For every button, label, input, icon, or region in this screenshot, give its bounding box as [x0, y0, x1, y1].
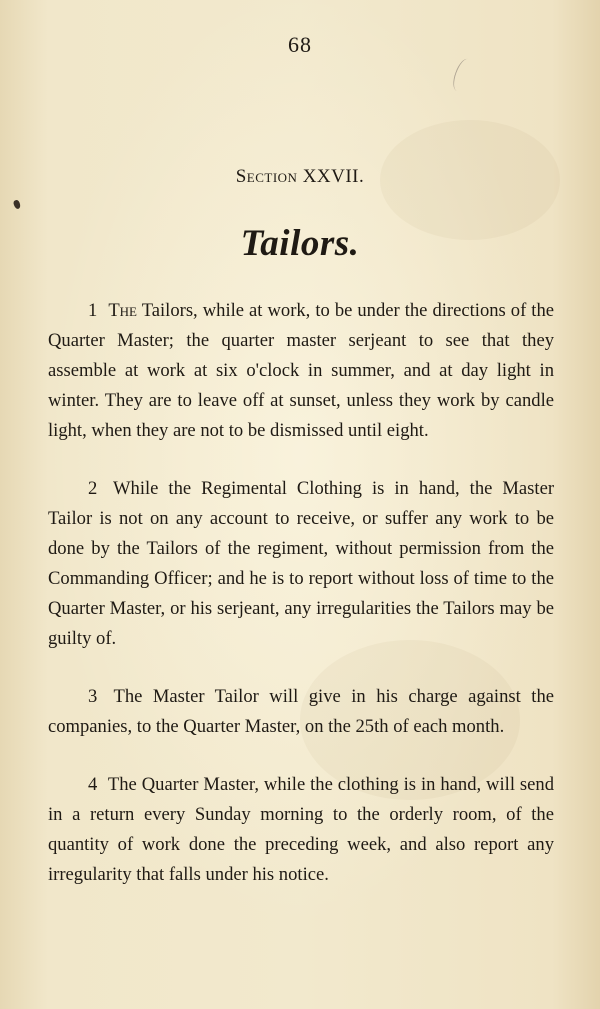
paragraph-4	[48, 770, 554, 890]
page-number: 68	[288, 32, 312, 57]
paragraph-number: 2	[88, 478, 98, 499]
paragraph-number: 3	[88, 686, 98, 707]
paragraph-1	[48, 296, 554, 446]
paragraph-2	[48, 474, 554, 654]
paragraph-text: The Quarter Master, while the clothing is in hand, will send in a return every Sunday morning to the orderly room, of the quantity of work done the preceding week, and also report any irregularity that falls under his notice.	[48, 774, 554, 885]
paragraph-3	[48, 682, 554, 742]
paragraph-lead-word: The	[108, 300, 137, 321]
section-heading: Section XXVII.	[235, 166, 365, 187]
ink-mark	[13, 199, 22, 210]
pencil-mark	[450, 56, 476, 93]
page-title: Tailors.	[240, 223, 360, 264]
paragraph-number: 4	[88, 774, 98, 795]
paragraph-text: Tailors, while at work, to be under the directions of the Quarter Master; the quarter master serjeant to see that they assemble at work at six o'clock in summer, and at day light in winter. They are to leave off at sunset, unless they work by candle light, when they are not to be dismissed until eight.	[48, 300, 555, 441]
paragraph-text: The Master Tailor will give in his charge against the companies, to the Quarter Master, on the 25th of each month.	[48, 686, 554, 737]
paragraph-text: While the Regimental Clothing is in hand, the Master Tailor is not on any account to receive, or suffer any work to be done by the Tailors of the regiment, without permission from the Commanding Officer; and he is to report without loss of time to the Quarter Master, or his serjeant, any irregularities the Tailors may be guilty of.	[48, 478, 555, 649]
body-text	[48, 296, 554, 918]
paragraph-number: 1	[88, 300, 98, 321]
